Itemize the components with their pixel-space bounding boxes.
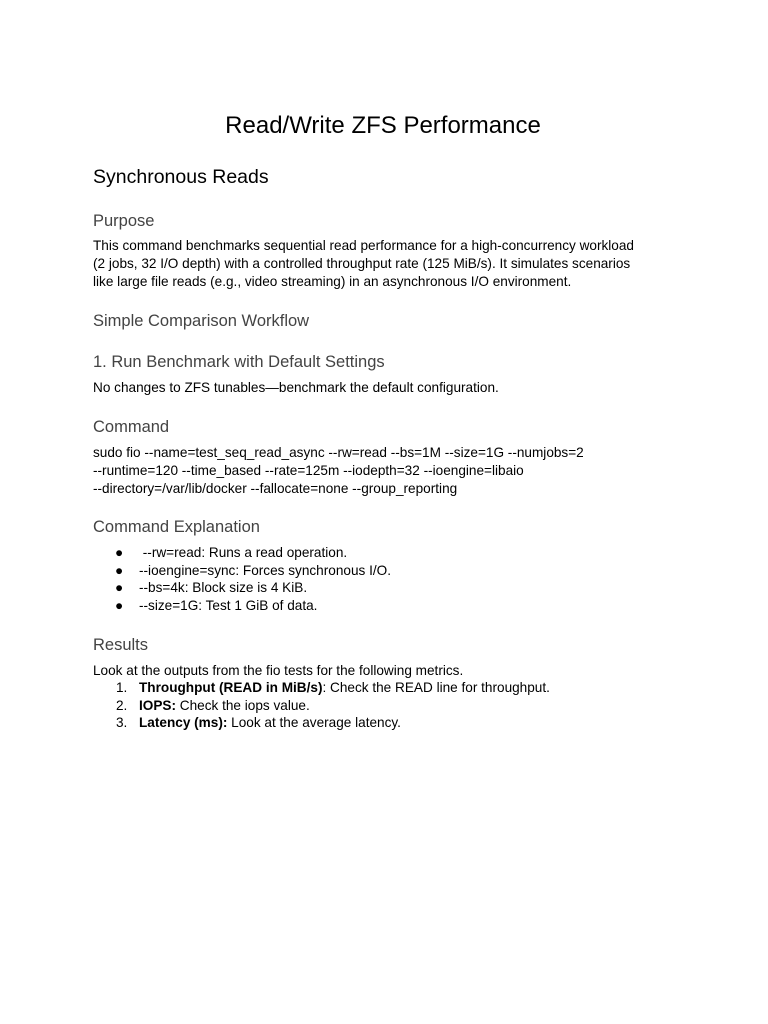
- metric-description: : Check the READ line for throughput.: [322, 680, 550, 695]
- list-item: [93, 679, 550, 697]
- results-heading: Results: [93, 636, 149, 654]
- command-line: --runtime=120 --time_based --rate=125m --iodepth=32 --ioengine=libaio: [93, 463, 524, 478]
- list-item-text: --rw=read: Runs a read operation.: [139, 545, 348, 560]
- step1-heading: 1. Run Benchmark with Default Settings: [93, 353, 385, 371]
- workflow-heading: Simple Comparison Workflow: [93, 312, 310, 330]
- list-item: [93, 562, 391, 580]
- metric-description: Look at the average latency.: [227, 715, 401, 731]
- list-number: 2.: [116, 697, 128, 713]
- list-item-text: --bs=4k: Block size is 4 KiB.: [139, 580, 308, 596]
- purpose-line: (2 jobs, 32 I/O depth) with a controlled throughput rate (125 MiB/s). It simulates scenarios: [93, 256, 631, 271]
- metric-name: IOPS:: [139, 697, 177, 713]
- list-number: 1.: [116, 680, 128, 695]
- section-heading-synchronous-reads: Synchronous Reads: [93, 166, 269, 188]
- list-item-text: --size=1G: Test 1 GiB of data.: [139, 598, 318, 614]
- metric-description: Check the iops value.: [176, 697, 310, 713]
- document-title: Read/Write ZFS Performance: [225, 112, 541, 139]
- list-item-text: --ioengine=sync: Forces synchronous I/O.: [139, 562, 391, 578]
- results-list: [93, 679, 550, 732]
- bullet-icon: ●: [115, 562, 124, 578]
- bullet-icon: ●: [115, 545, 124, 560]
- explanation-list: [93, 544, 391, 615]
- command-block: [93, 444, 673, 498]
- command-heading: Command: [93, 418, 170, 436]
- list-item: [93, 697, 550, 715]
- metric-name: Throughput (READ in MiB/s): [139, 680, 323, 695]
- purpose-heading: Purpose: [93, 212, 155, 230]
- results-intro: Look at the outputs from the fio tests for the following metrics.: [93, 663, 464, 678]
- list-item: [93, 544, 391, 562]
- command-line: sudo fio --name=test_seq_read_async --rw=read --bs=1M --size=1G --numjobs=2: [93, 445, 584, 460]
- bullet-icon: ●: [115, 598, 124, 614]
- purpose-line: like large file reads (e.g., video streaming) in an asynchronous I/O environment.: [93, 274, 572, 289]
- bullet-icon: ●: [115, 580, 124, 596]
- metric-name: Latency (ms):: [139, 715, 228, 731]
- purpose-line: This command benchmarks sequential read performance for a high-concurrency workload: [93, 238, 634, 253]
- list-number: 3.: [116, 715, 128, 731]
- list-item: [93, 579, 391, 597]
- list-item: [93, 714, 550, 732]
- command-line: --directory=/var/lib/docker --fallocate=none --group_reporting: [93, 481, 458, 496]
- purpose-paragraph: [93, 237, 673, 291]
- list-item: [93, 597, 391, 615]
- explanation-heading: Command Explanation: [93, 518, 260, 536]
- step1-text: No changes to ZFS tunables—benchmark the default configuration.: [93, 380, 499, 395]
